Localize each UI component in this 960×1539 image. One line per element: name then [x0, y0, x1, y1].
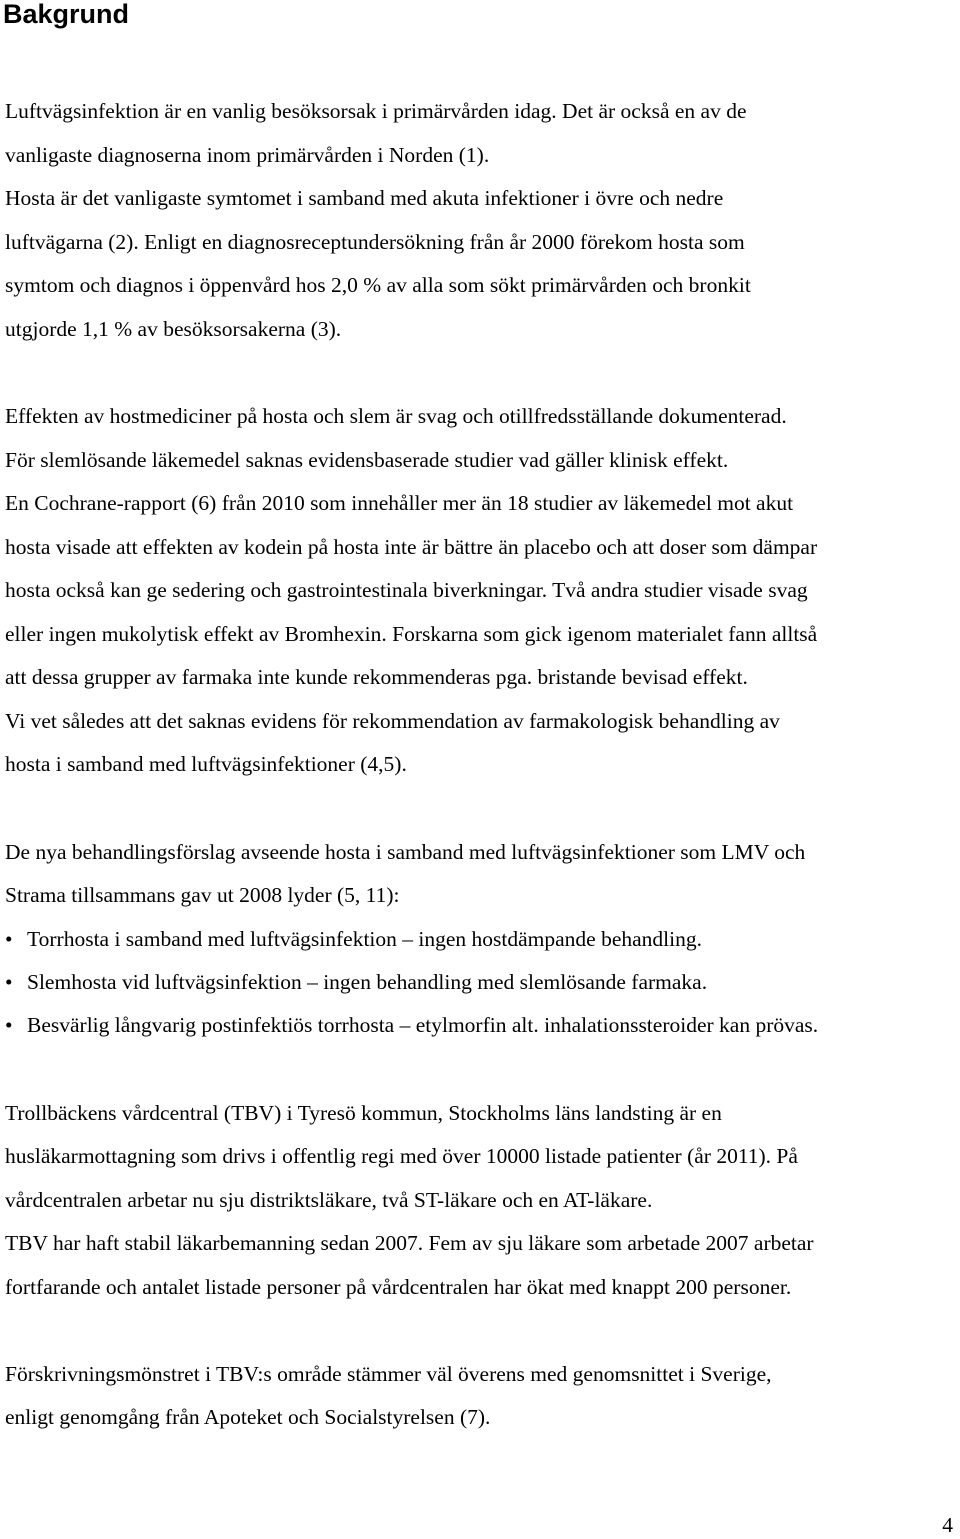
paragraph-2-line-6: eller ingen mukolytisk effekt av Bromhexin. Forskarna som gick igenom materialet fann alltså: [5, 622, 818, 646]
page-number: 4: [942, 1513, 953, 1537]
paragraph-2-line-4: hosta visade att effekten av kodein på hosta inte är bättre än placebo och att doser som dämpar: [5, 535, 818, 559]
paragraph-2-line-3: En Cochrane-rapport (6) från 2010 som innehåller mer än 18 studier av läkemedel mot akut: [5, 491, 794, 515]
paragraph-2-line-9: hosta i samband med luftvägsinfektioner (4,5).: [5, 752, 407, 776]
paragraph-3-line-1: De nya behandlingsförslag avseende hosta i samband med luftvägsinfektioner som LMV och: [5, 840, 806, 864]
bullet-icon: •: [5, 970, 13, 994]
paragraph-5-line-1: Förskrivningsmönstret i TBV:s område stämmer väl överens med genomsnittet i Sverige,: [5, 1362, 772, 1386]
paragraph-3-line-2: Strama tillsammans gav ut 2008 lyder (5, 11):: [5, 883, 400, 907]
paragraph-1-line-4: luftvägarna (2). Enligt en diagnosreceptundersökning från år 2000 förekom hosta som: [5, 230, 745, 254]
paragraph-4-line-3: vårdcentralen arbetar nu sju distriktsläkare, två ST-läkare och en AT-läkare.: [5, 1188, 653, 1212]
paragraph-1-line-1: Luftvägsinfektion är en vanlig besöksorsak i primärvården idag. Det är också en av de: [5, 99, 747, 123]
paragraph-2-line-8: Vi vet således att det saknas evidens för rekommendation av farmakologisk behandling av: [5, 709, 780, 733]
list-item-text: Torrhosta i samband med luftvägsinfektion – ingen hostdämpande behandling.: [27, 927, 703, 951]
bullet-icon: •: [5, 1013, 13, 1037]
list-item-text: Besvärlig långvarig postinfektiös torrhosta – etylmorfin alt. inhalationssteroider kan prövas.: [27, 1013, 819, 1037]
paragraph-1-line-2: vanligaste diagnoserna inom primärvården i Norden (1).: [5, 143, 490, 167]
paragraph-1-line-3: Hosta är det vanligaste symtomet i samband med akuta infektioner i övre och nedre: [5, 186, 724, 210]
paragraph-2-line-7: att dessa grupper av farmaka inte kunde rekommenderas pga. bristande bevisad effekt.: [5, 665, 748, 689]
paragraph-2-line-5: hosta också kan ge sedering och gastrointestinala biverkningar. Två andra studier visade svag: [5, 578, 808, 602]
paragraph-4-line-4: TBV har haft stabil läkarbemanning sedan 2007. Fem av sju läkare som arbetade 2007 arbetar: [5, 1231, 814, 1255]
paragraph-2-line-2: För slemlösande läkemedel saknas evidensbaserade studier vad gäller klinisk effekt.: [5, 448, 729, 472]
bullet-icon: •: [5, 927, 13, 951]
paragraph-4-line-2: husläkarmottagning som drivs i offentlig regi med över 10000 listade patienter (år 2011). På: [5, 1144, 798, 1168]
section-heading: Bakgrund: [3, 0, 130, 29]
list-item: [5, 968, 707, 996]
paragraph-1-line-6: utgjorde 1,1 % av besöksorsakerna (3).: [5, 317, 342, 341]
paragraph-4-line-1: Trollbäckens vårdcentral (TBV) i Tyresö kommun, Stockholms läns landsting är en: [5, 1101, 722, 1125]
paragraph-2-line-1: Effekten av hostmediciner på hosta och slem är svag och otillfredsställande dokumenterad.: [5, 404, 787, 428]
list-item-text: Slemhosta vid luftvägsinfektion – ingen behandling med slemlösande farmaka.: [27, 970, 708, 994]
paragraph-5-line-2: enligt genomgång från Apoteket och Socialstyrelsen (7).: [5, 1405, 491, 1429]
list-item: [5, 1011, 818, 1039]
paragraph-1-line-5: symtom och diagnos i öppenvård hos 2,0 % av alla som sökt primärvården och bronkit: [5, 273, 751, 297]
paragraph-4-line-5: fortfarande och antalet listade personer på vårdcentralen har ökat med knappt 200 personer.: [5, 1275, 792, 1299]
list-item: [5, 925, 702, 953]
